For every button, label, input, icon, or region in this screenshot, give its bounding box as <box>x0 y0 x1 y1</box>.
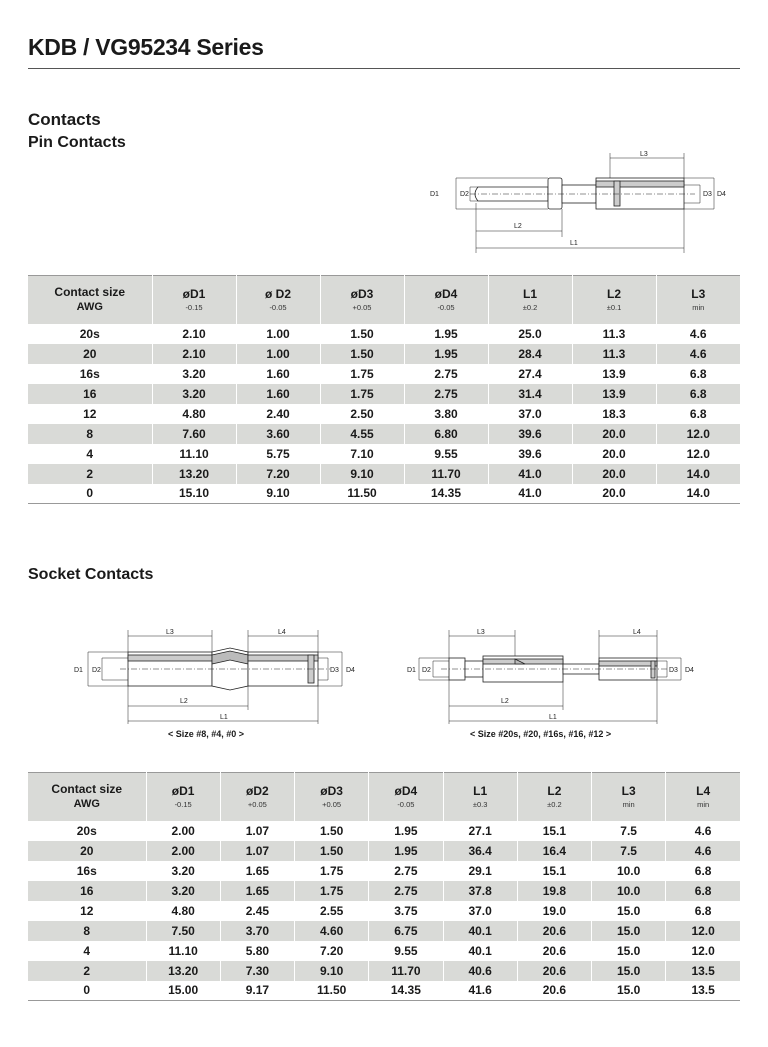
table-cell: 1.65 <box>220 881 294 901</box>
table-cell: 1.50 <box>320 324 404 344</box>
table-cell: 15.0 <box>592 961 666 981</box>
table-cell: 40.1 <box>443 921 517 941</box>
contact-size-cell: 8 <box>28 424 152 444</box>
table-row <box>28 921 740 941</box>
pin-label-d3: D3 <box>703 191 712 198</box>
table-cell: 11.3 <box>572 324 656 344</box>
column-header: L2 ±0.1 <box>572 276 656 324</box>
contact-size-cell: 20 <box>28 344 152 364</box>
table-row <box>28 841 740 861</box>
table-cell: 15.0 <box>592 901 666 921</box>
table-cell: 15.0 <box>592 981 666 1001</box>
table-cell: 13.9 <box>572 364 656 384</box>
column-header: øD2 +0.05 <box>220 773 294 821</box>
table-cell: 14.35 <box>404 484 488 504</box>
table-cell: 7.20 <box>295 941 369 961</box>
table-row <box>28 404 740 424</box>
contact-size-cell: 16s <box>28 364 152 384</box>
table-cell: 2.45 <box>220 901 294 921</box>
table-cell: 14.0 <box>656 484 740 504</box>
contact-size-cell: 16s <box>28 861 146 881</box>
table-cell: 5.75 <box>236 444 320 464</box>
column-header: øD4 -0.05 <box>404 276 488 324</box>
table-cell: 6.8 <box>656 364 740 384</box>
table-cell: 6.8 <box>666 881 740 901</box>
table-cell: 19.0 <box>517 901 591 921</box>
table-cell: 11.70 <box>369 961 443 981</box>
socket-small-label-d2: D2 <box>422 667 431 674</box>
contact-size-cell: 20s <box>28 324 152 344</box>
socket-small-label-l3: L3 <box>477 629 485 636</box>
socket-large-label-d1: D1 <box>74 667 83 674</box>
table-cell: 41.0 <box>488 484 572 504</box>
table-cell: 7.50 <box>146 921 220 941</box>
contact-size-cell: 2 <box>28 464 152 484</box>
pin-label-d4: D4 <box>717 191 726 198</box>
table-row <box>28 444 740 464</box>
socket-small-label-l1: L1 <box>549 714 557 721</box>
table-cell: 37.0 <box>443 901 517 921</box>
table-cell: 1.50 <box>320 344 404 364</box>
socket-contact-drawing-large <box>70 620 370 730</box>
page-title: KDB / VG95234 Series <box>28 34 264 60</box>
table-cell: 20.0 <box>572 464 656 484</box>
table-cell: 13.5 <box>666 961 740 981</box>
table-cell: 15.1 <box>517 821 591 841</box>
table-cell: 2.75 <box>369 881 443 901</box>
table-cell: 37.0 <box>488 404 572 424</box>
table-cell: 15.10 <box>152 484 236 504</box>
table-cell: 2.00 <box>146 821 220 841</box>
table-cell: 11.3 <box>572 344 656 364</box>
table-cell: 9.10 <box>236 484 320 504</box>
table-row <box>28 981 740 1001</box>
pin-label-l2: L2 <box>514 223 522 230</box>
column-header: øD1 -0.15 <box>152 276 236 324</box>
table-row <box>28 941 740 961</box>
table-cell: 1.07 <box>220 841 294 861</box>
table-row <box>28 384 740 404</box>
table-cell: 2.75 <box>369 861 443 881</box>
table-cell: 2.00 <box>146 841 220 861</box>
table-cell: 4.6 <box>656 324 740 344</box>
pin-label-d1: D1 <box>430 191 439 198</box>
socket-large-label-l1: L1 <box>220 714 228 721</box>
socket-large-label-l2: L2 <box>180 698 188 705</box>
table-cell: 2.55 <box>295 901 369 921</box>
contact-size-cell: 20s <box>28 821 146 841</box>
table-cell: 4.6 <box>666 841 740 861</box>
table-cell: 3.20 <box>152 384 236 404</box>
table-cell: 20.6 <box>517 941 591 961</box>
table-cell: 15.0 <box>592 941 666 961</box>
contact-size-cell: 2 <box>28 961 146 981</box>
column-header: øD3 +0.05 <box>295 773 369 821</box>
table-cell: 37.8 <box>443 881 517 901</box>
column-header: øD4 -0.05 <box>369 773 443 821</box>
table-cell: 20.6 <box>517 961 591 981</box>
column-header: L4 min <box>666 773 740 821</box>
table-cell: 41.6 <box>443 981 517 1001</box>
table-cell: 39.6 <box>488 424 572 444</box>
table-cell: 9.17 <box>220 981 294 1001</box>
contact-size-cell: 4 <box>28 444 152 464</box>
table-cell: 15.1 <box>517 861 591 881</box>
table-cell: 16.4 <box>517 841 591 861</box>
contacts-heading: Contacts <box>28 110 101 129</box>
contact-size-cell: 0 <box>28 981 146 1001</box>
table-row <box>28 424 740 444</box>
socket-small-caption: < Size #20s, #20, #16s, #16, #12 > <box>470 729 612 739</box>
table-cell: 1.60 <box>236 364 320 384</box>
table-cell: 4.55 <box>320 424 404 444</box>
pin-contacts-heading: Pin Contacts <box>28 134 126 151</box>
table-cell: 9.10 <box>295 961 369 981</box>
title-divider <box>28 68 740 69</box>
contact-size-cell: 12 <box>28 901 146 921</box>
pin-label-l1: L1 <box>570 240 578 247</box>
table-row <box>28 324 740 344</box>
table-cell: 6.80 <box>404 424 488 444</box>
contact-size-cell: 4 <box>28 941 146 961</box>
table-cell: 1.00 <box>236 344 320 364</box>
table-cell: 19.8 <box>517 881 591 901</box>
table-cell: 2.75 <box>404 384 488 404</box>
pin-contacts-table <box>28 275 740 504</box>
table-cell: 4.60 <box>295 921 369 941</box>
table-cell: 25.0 <box>488 324 572 344</box>
table-cell: 20.0 <box>572 444 656 464</box>
table-cell: 28.4 <box>488 344 572 364</box>
table-cell: 12.0 <box>666 941 740 961</box>
contact-size-cell: 0 <box>28 484 152 504</box>
table-cell: 1.95 <box>369 841 443 861</box>
table-cell: 1.95 <box>369 821 443 841</box>
table-cell: 14.35 <box>369 981 443 1001</box>
column-header: L2 ±0.2 <box>517 773 591 821</box>
table-cell: 1.95 <box>404 344 488 364</box>
table-cell: 3.70 <box>220 921 294 941</box>
socket-small-label-l4: L4 <box>633 629 641 636</box>
column-header: Contact size AWG <box>28 276 152 324</box>
socket-small-label-l2: L2 <box>501 698 509 705</box>
table-cell: 1.00 <box>236 324 320 344</box>
pin-label-d2: D2 <box>460 191 469 198</box>
table-cell: 1.07 <box>220 821 294 841</box>
table-cell: 12.0 <box>656 424 740 444</box>
contact-size-cell: 12 <box>28 404 152 424</box>
table-row <box>28 861 740 881</box>
table-cell: 3.75 <box>369 901 443 921</box>
table-cell: 12.0 <box>666 921 740 941</box>
table-cell: 2.40 <box>236 404 320 424</box>
table-cell: 4.6 <box>666 821 740 841</box>
table-cell: 10.0 <box>592 861 666 881</box>
table-cell: 6.8 <box>656 384 740 404</box>
table-row <box>28 464 740 484</box>
table-cell: 20.0 <box>572 424 656 444</box>
socket-large-caption: < Size #8, #4, #0 > <box>168 729 245 739</box>
table-cell: 15.00 <box>146 981 220 1001</box>
socket-contacts-table <box>28 772 740 1001</box>
table-cell: 1.50 <box>295 821 369 841</box>
table-cell: 2.75 <box>404 364 488 384</box>
table-cell: 18.3 <box>572 404 656 424</box>
table-cell: 4.80 <box>146 901 220 921</box>
table-cell: 14.0 <box>656 464 740 484</box>
table-cell: 1.75 <box>320 364 404 384</box>
table-cell: 7.5 <box>592 841 666 861</box>
table-row <box>28 881 740 901</box>
contact-size-cell: 16 <box>28 881 146 901</box>
table-cell: 13.20 <box>146 961 220 981</box>
table-cell: 11.10 <box>152 444 236 464</box>
table-row <box>28 821 740 841</box>
table-cell: 11.50 <box>295 981 369 1001</box>
column-header: L1 ±0.3 <box>443 773 517 821</box>
table-cell: 1.60 <box>236 384 320 404</box>
table-cell: 7.60 <box>152 424 236 444</box>
table-cell: 6.8 <box>656 404 740 424</box>
table-cell: 12.0 <box>656 444 740 464</box>
table-cell: 9.55 <box>404 444 488 464</box>
table-cell: 2.50 <box>320 404 404 424</box>
table-cell: 27.4 <box>488 364 572 384</box>
table-row <box>28 484 740 504</box>
table-cell: 11.10 <box>146 941 220 961</box>
pin-contact-drawing <box>420 145 750 255</box>
socket-large-label-l3: L3 <box>166 629 174 636</box>
table-cell: 31.4 <box>488 384 572 404</box>
table-row <box>28 961 740 981</box>
socket-large-label-d3: D3 <box>330 667 339 674</box>
table-row <box>28 364 740 384</box>
table-cell: 13.9 <box>572 384 656 404</box>
socket-small-label-d4: D4 <box>685 667 694 674</box>
socket-small-label-d1: D1 <box>407 667 416 674</box>
socket-contact-drawing-small <box>405 620 715 730</box>
column-header: øD3 +0.05 <box>320 276 404 324</box>
table-cell: 10.0 <box>592 881 666 901</box>
table-cell: 2.10 <box>152 344 236 364</box>
table-cell: 40.6 <box>443 961 517 981</box>
table-header-row <box>28 773 740 821</box>
column-header: øD1 -0.15 <box>146 773 220 821</box>
table-cell: 5.80 <box>220 941 294 961</box>
table-cell: 15.0 <box>592 921 666 941</box>
socket-small-label-d3: D3 <box>669 667 678 674</box>
table-cell: 2.10 <box>152 324 236 344</box>
contact-size-cell: 8 <box>28 921 146 941</box>
table-cell: 9.10 <box>320 464 404 484</box>
table-cell: 11.70 <box>404 464 488 484</box>
table-cell: 1.95 <box>404 324 488 344</box>
column-header: L3 min <box>592 773 666 821</box>
column-header: Contact size AWG <box>28 773 146 821</box>
socket-contacts-heading: Socket Contacts <box>28 566 154 583</box>
table-cell: 41.0 <box>488 464 572 484</box>
table-cell: 11.50 <box>320 484 404 504</box>
table-cell: 3.20 <box>146 861 220 881</box>
table-cell: 3.20 <box>152 364 236 384</box>
table-cell: 1.75 <box>295 881 369 901</box>
socket-large-label-l4: L4 <box>278 629 286 636</box>
table-row <box>28 344 740 364</box>
table-cell: 4.80 <box>152 404 236 424</box>
table-cell: 3.60 <box>236 424 320 444</box>
table-cell: 39.6 <box>488 444 572 464</box>
table-cell: 1.50 <box>295 841 369 861</box>
column-header: L3 min <box>656 276 740 324</box>
table-cell: 6.8 <box>666 901 740 921</box>
table-cell: 6.8 <box>666 861 740 881</box>
table-cell: 36.4 <box>443 841 517 861</box>
table-cell: 1.65 <box>220 861 294 881</box>
table-cell: 13.20 <box>152 464 236 484</box>
table-cell: 13.5 <box>666 981 740 1001</box>
table-cell: 7.30 <box>220 961 294 981</box>
table-cell: 29.1 <box>443 861 517 881</box>
table-cell: 1.75 <box>295 861 369 881</box>
table-cell: 27.1 <box>443 821 517 841</box>
table-cell: 9.55 <box>369 941 443 961</box>
table-cell: 7.5 <box>592 821 666 841</box>
table-cell: 7.10 <box>320 444 404 464</box>
table-cell: 20.6 <box>517 981 591 1001</box>
table-header-row <box>28 276 740 324</box>
table-cell: 4.6 <box>656 344 740 364</box>
pin-label-l3: L3 <box>640 151 648 158</box>
table-cell: 20.6 <box>517 921 591 941</box>
column-header: ø D2 -0.05 <box>236 276 320 324</box>
contact-size-cell: 20 <box>28 841 146 861</box>
table-cell: 40.1 <box>443 941 517 961</box>
table-cell: 3.20 <box>146 881 220 901</box>
table-cell: 3.80 <box>404 404 488 424</box>
table-cell: 6.75 <box>369 921 443 941</box>
table-cell: 1.75 <box>320 384 404 404</box>
table-cell: 20.0 <box>572 484 656 504</box>
table-cell: 7.20 <box>236 464 320 484</box>
contact-size-cell: 16 <box>28 384 152 404</box>
socket-large-label-d2: D2 <box>92 667 101 674</box>
socket-large-label-d4: D4 <box>346 667 355 674</box>
column-header: L1 ±0.2 <box>488 276 572 324</box>
table-row <box>28 901 740 921</box>
